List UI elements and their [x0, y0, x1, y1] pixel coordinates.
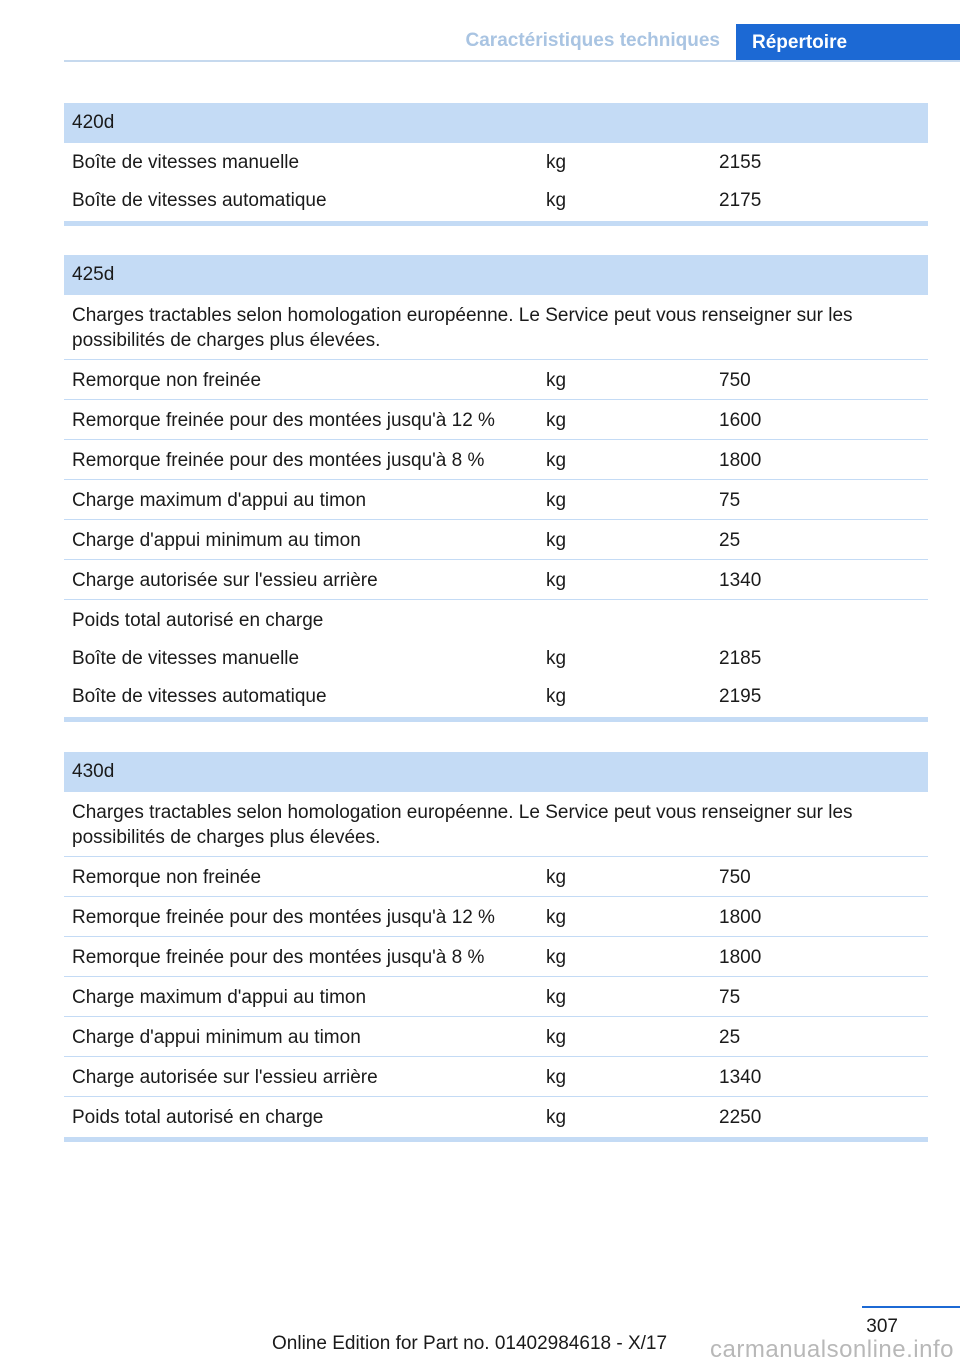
table-row — [64, 1097, 928, 1137]
table-row — [64, 400, 928, 440]
row-value: 1340 — [719, 1067, 762, 1088]
row-unit: kg — [546, 490, 567, 511]
watermark: carmanualsonline.info — [710, 1336, 954, 1363]
table-row — [64, 520, 928, 560]
row-unit: kg — [546, 370, 567, 391]
row-label: Charge maximum d'appui au timon — [72, 987, 367, 1008]
table-subheading-row — [64, 600, 928, 640]
row-label: Boîte de vitesses manuelle — [72, 152, 300, 173]
row-unit: kg — [546, 947, 567, 968]
row-value: 2175 — [719, 190, 762, 211]
table-row — [64, 480, 928, 520]
row-label: Charge autorisée sur l'essieu arrière — [72, 570, 378, 591]
row-label: Charge d'appui minimum au timon — [72, 1027, 361, 1048]
row-unit: kg — [546, 987, 567, 1008]
row-value: 2250 — [719, 1107, 762, 1128]
row-value: 2155 — [719, 152, 762, 173]
row-value: 2185 — [719, 648, 762, 669]
table-row — [64, 679, 928, 717]
row-unit: kg — [546, 686, 567, 707]
table-end-bar — [64, 717, 928, 722]
table-title: 425d — [64, 255, 928, 295]
row-value: 25 — [719, 1027, 741, 1048]
table-row — [64, 1057, 928, 1097]
table-row — [64, 977, 928, 1017]
row-label: Remorque freinée pour des montées jusqu'à 12 % — [72, 410, 495, 431]
table-row — [64, 560, 928, 600]
row-unit: kg — [546, 450, 567, 471]
row-unit: kg — [546, 648, 567, 669]
row-value: 1800 — [719, 450, 762, 471]
row-value: 1800 — [719, 947, 762, 968]
table-note: Charges tractables selon homologation européenne. Le Service peut vous renseigner sur les possibilités de charges plus élevées. — [64, 295, 928, 360]
header-rule — [64, 60, 960, 62]
row-label: Boîte de vitesses automatique — [72, 686, 327, 707]
table-row — [64, 1017, 928, 1057]
row-label: Remorque freinée pour des montées jusqu'à 12 % — [72, 907, 495, 928]
table-row — [64, 857, 928, 897]
row-unit: kg — [546, 1067, 567, 1088]
row-value: 75 — [719, 490, 741, 511]
page-number: 307 — [866, 1316, 898, 1337]
row-unit: kg — [546, 152, 567, 173]
row-unit: kg — [546, 867, 567, 888]
table-row — [64, 143, 928, 182]
spec-table-430d — [64, 752, 928, 1142]
row-unit: kg — [546, 1027, 567, 1048]
table-row — [64, 640, 928, 679]
table-subheading: Poids total autorisé en charge — [72, 610, 324, 631]
row-value: 75 — [719, 987, 741, 1008]
row-value: 25 — [719, 530, 741, 551]
table-title: 430d — [64, 752, 928, 792]
table-row — [64, 937, 928, 977]
row-value: 1340 — [719, 570, 762, 591]
row-unit: kg — [546, 570, 567, 591]
row-unit: kg — [546, 907, 567, 928]
row-unit: kg — [546, 530, 567, 551]
table-note: Charges tractables selon homologation européenne. Le Service peut vous renseigner sur les possibilités de charges plus élevées. — [64, 792, 928, 857]
edition-note: Online Edition for Part no. 01402984618 - X/17 — [272, 1333, 668, 1354]
row-label: Poids total autorisé en charge — [72, 1107, 324, 1128]
row-label: Remorque freinée pour des montées jusqu'à 8 % — [72, 947, 485, 968]
spec-table-425d — [64, 255, 928, 722]
row-label: Remorque freinée pour des montées jusqu'à 8 % — [72, 450, 485, 471]
page-header — [0, 0, 960, 62]
table-row — [64, 440, 928, 480]
table-end-bar — [64, 221, 928, 226]
row-unit: kg — [546, 410, 567, 431]
spec-table-420d — [64, 103, 928, 226]
section-title[interactable]: Caractéristiques techniques — [465, 30, 720, 51]
table-row — [64, 182, 928, 221]
row-value: 2195 — [719, 686, 762, 707]
table-row — [64, 360, 928, 400]
row-label: Boîte de vitesses automatique — [72, 190, 327, 211]
row-value: 1800 — [719, 907, 762, 928]
row-label: Remorque non freinée — [72, 370, 262, 391]
table-end-bar — [64, 1137, 928, 1142]
row-value: 750 — [719, 370, 751, 391]
row-label: Boîte de vitesses manuelle — [72, 648, 300, 669]
row-unit: kg — [546, 1107, 567, 1128]
row-value: 1600 — [719, 410, 762, 431]
row-label: Charge maximum d'appui au timon — [72, 490, 367, 511]
row-label: Charge autorisée sur l'essieu arrière — [72, 1067, 378, 1088]
footer-rule — [862, 1306, 960, 1308]
row-value: 750 — [719, 867, 751, 888]
table-row — [64, 897, 928, 937]
row-label: Remorque non freinée — [72, 867, 262, 888]
table-title: 420d — [64, 103, 928, 143]
row-label: Charge d'appui minimum au timon — [72, 530, 361, 551]
tab-repertoire[interactable]: Répertoire — [736, 24, 960, 62]
row-unit: kg — [546, 190, 567, 211]
